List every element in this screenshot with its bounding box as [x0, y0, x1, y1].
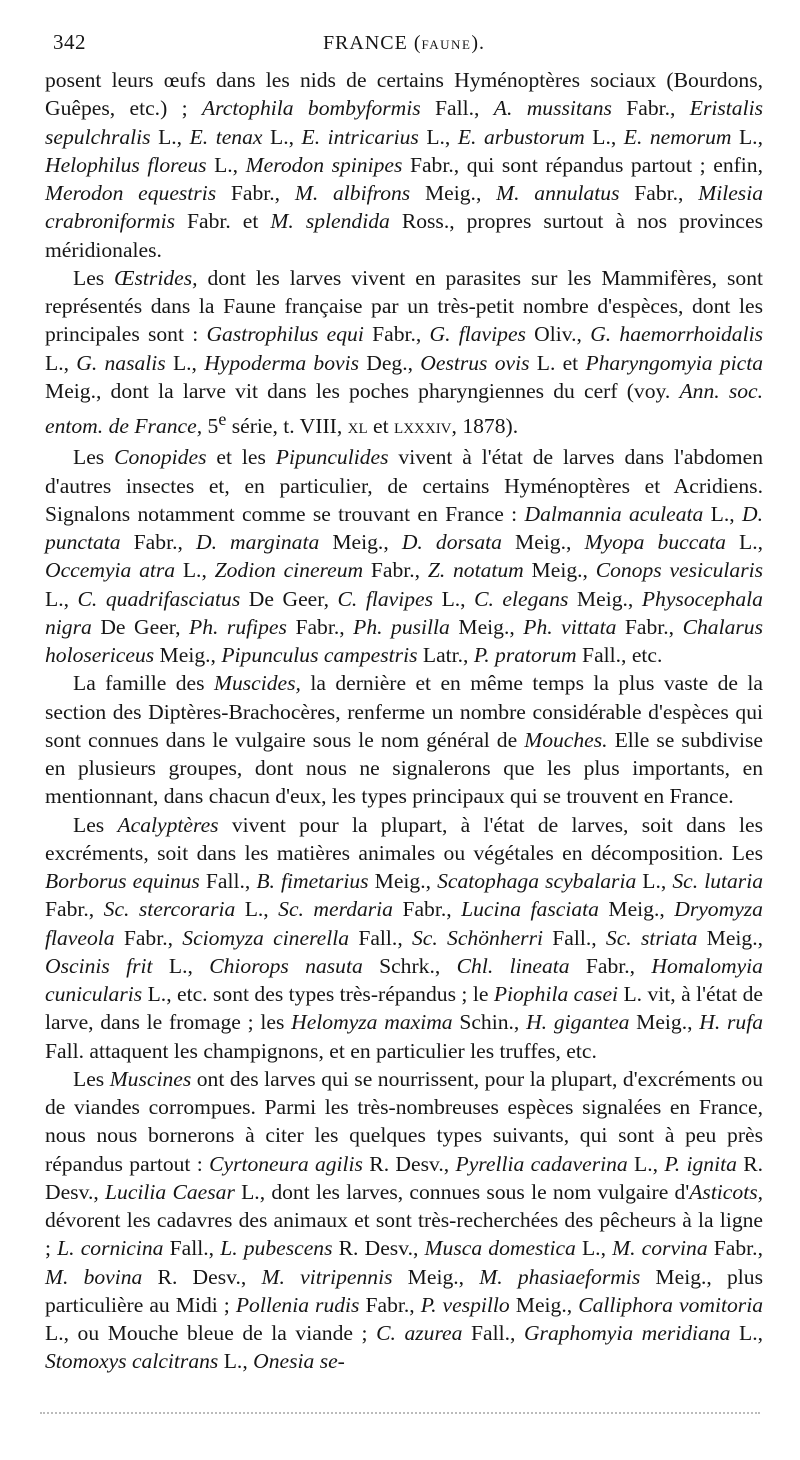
- species-name: Myopa buccata: [584, 530, 726, 555]
- species-name: Pipunculus campestris: [221, 643, 418, 668]
- species-name: Ann. soc. entom. de France,: [45, 378, 763, 439]
- text-run: série, t. VIII,: [226, 414, 348, 439]
- text-run: L., etc. sont des types très-répandus ; le: [142, 982, 494, 1007]
- text-run: Meig.,: [523, 558, 596, 583]
- text-run: , 1878).: [451, 414, 519, 439]
- text-run: Fabr.,: [611, 96, 690, 121]
- species-name: Pollenia rudis: [235, 1292, 360, 1317]
- text-run: Fall.,: [163, 1236, 221, 1261]
- species-name: Z. notatum: [427, 558, 524, 583]
- species-name: D. marginata: [195, 530, 320, 555]
- text-run: Fabr.,: [363, 558, 428, 583]
- text-run: L.,: [218, 1349, 254, 1374]
- species-name: G. flavipes: [429, 322, 526, 347]
- species-name: Pyrellia cadaverina: [455, 1151, 628, 1176]
- species-name: G. nasalis: [76, 350, 166, 375]
- text-run: Les: [73, 445, 115, 470]
- body-text: [45, 66, 763, 1376]
- text-run: L.,: [636, 869, 673, 894]
- species-name: Occemyia atra: [45, 558, 176, 583]
- text-run: posent leurs œufs dans les nids de certains Hyménoptères sociaux (Bourdons, Guêpes, etc.) ;: [45, 68, 763, 121]
- text-run: L.,: [150, 124, 190, 149]
- text-run: Fall.,: [420, 96, 494, 121]
- page-number: 342: [53, 30, 86, 54]
- text-run: L.,: [627, 1151, 665, 1176]
- text-run: Meig., dont la larve vit dans les poches pharyngiennes du cerf (voy.: [45, 378, 680, 403]
- text-run: Fall.,: [349, 925, 412, 950]
- text-run: Fabr. et: [174, 209, 271, 234]
- text-run: Fabr.,: [392, 897, 462, 922]
- species-name: A. mussitans: [493, 96, 612, 121]
- species-name: Scatophaga scybalaria: [437, 869, 637, 894]
- species-name: Cyrtoneura agilis: [209, 1151, 363, 1176]
- text-run: Fabr.,: [286, 614, 354, 639]
- text-run: L. vit, à l'état de larve, dans le fromage ; les: [45, 982, 763, 1035]
- species-name: Zodion cinereum: [214, 558, 364, 583]
- text-run: Fall.,: [199, 869, 257, 894]
- species-name: Merodon equestris: [45, 181, 217, 205]
- text-run: Fabr.,: [569, 953, 652, 978]
- species-name: Asticots,: [689, 1179, 763, 1204]
- species-name: H. rufa: [699, 1010, 763, 1035]
- species-name: Chl. lineata: [456, 953, 570, 978]
- species-name: Hypoderma bovis: [204, 350, 359, 375]
- running-header: [45, 30, 763, 66]
- text-run: dont les larves vivent en parasites sur les Mammifères, sont représentés dans la Faune française par un très-petit nombre d'espèces, dont les principales sont :: [45, 265, 763, 347]
- paragraph-4: [45, 669, 763, 810]
- text-run: Deg.,: [358, 350, 421, 375]
- text-run: Fall., etc.: [576, 643, 663, 668]
- species-name: Pipunculides: [275, 445, 389, 470]
- text-run: et les: [206, 445, 276, 470]
- species-name: Chiorops nasuta: [209, 953, 363, 978]
- species-name: Helophilus floreus: [45, 152, 207, 177]
- paragraph-3: [45, 443, 763, 669]
- text-run: L.,: [725, 530, 764, 555]
- paragraph-2: [45, 264, 763, 444]
- species-name: P. ignita: [664, 1151, 737, 1176]
- text-run: Meig.,: [629, 1010, 700, 1035]
- text-run: L. et: [529, 350, 586, 375]
- species-name: Eristalis sepulchralis: [45, 96, 763, 149]
- species-name: Mouches.: [524, 727, 608, 752]
- species-name: C. flavipes: [337, 586, 434, 611]
- species-name: Borborus equinus: [45, 869, 200, 894]
- species-name: Dalmannia aculeata: [524, 501, 704, 526]
- text-run: Fabr.,: [45, 897, 104, 922]
- text-run: ont des larves qui se nourrissent, pour la plupart, d'excréments ou de viandes corrompues. Parmi les très-nombreuses espèces signalées en France, nous nous bornerons à citer les quelques types suivants, qui sont à peu près répandus partout :: [45, 1066, 763, 1176]
- text-run: Meig.,: [368, 869, 438, 894]
- text-run: La famille des: [73, 671, 214, 696]
- species-name: C. elegans: [474, 586, 569, 611]
- running-title-sub: FAUNE: [421, 37, 472, 52]
- species-name: Lucilia Caesar: [105, 1179, 235, 1204]
- species-name: Sc. stercoraria: [103, 897, 236, 922]
- species-name: M. vitripennis: [261, 1264, 393, 1289]
- species-name: M. phasiaeformis: [479, 1264, 641, 1289]
- species-name: E. nemorum: [623, 124, 732, 149]
- paragraph-5: [45, 811, 763, 1065]
- text-run: Fabr.,: [359, 1292, 421, 1317]
- species-name: C. azurea: [376, 1321, 463, 1346]
- text-run: Meig.,: [410, 181, 497, 205]
- text-run: Les: [73, 265, 115, 290]
- species-name: P. vespillo: [420, 1292, 510, 1317]
- text-run: dévorent les cadavres des animaux et sont très-recherchées des pêcheurs à la ligne ;: [45, 1208, 763, 1261]
- species-name: Gastrophilus equi: [206, 322, 364, 347]
- text-run: R. Desv.,: [362, 1151, 456, 1176]
- text-run: Fall.,: [543, 925, 606, 950]
- species-name: Ph. vittata: [523, 614, 617, 639]
- text-run: L.,: [165, 350, 205, 375]
- text-run: Meig.,: [501, 530, 585, 555]
- text-run: Schin.,: [452, 1010, 527, 1035]
- text-run: R. Desv.,: [45, 1151, 764, 1204]
- text-run: la dernière et en même temps la plus vaste de la section des Diptères-Brachocères, renferme un nombre considérable d'espèces qui sont connues dans le vulgaire sous le nom général de: [45, 671, 763, 752]
- running-title: FRANCE (FAUNE).: [322, 32, 486, 54]
- species-name: Œstrides,: [114, 265, 198, 290]
- text-run: L.,: [703, 501, 742, 526]
- species-name: Sc. striata: [605, 925, 698, 950]
- text-run: Fabr.,: [707, 1236, 763, 1261]
- text-run: L.,: [262, 124, 302, 149]
- text-run: Latr.,: [417, 643, 474, 668]
- species-name: E. intricarius: [301, 124, 419, 149]
- species-name: G. haemorrhoidalis: [590, 322, 764, 347]
- text-run: R. Desv.,: [142, 1264, 262, 1289]
- species-name: Lucina fasciata: [461, 897, 599, 922]
- text-run: Fabr.,: [216, 181, 295, 205]
- text-run: Meig.,: [319, 530, 402, 555]
- species-name: Sc. merdaria: [278, 897, 393, 922]
- text-run: Fall.,: [462, 1321, 524, 1346]
- species-name: Dryomyza flaveola: [45, 897, 763, 950]
- text-run: L.,: [730, 1321, 763, 1346]
- text-run: L.,: [418, 124, 458, 149]
- text-run: L., ou Mouche bleue de la viande ;: [45, 1321, 377, 1346]
- species-name: M. corvina: [612, 1236, 708, 1261]
- text-run: Fabr.,: [619, 181, 699, 205]
- species-name: Merodon spinipes: [245, 152, 403, 177]
- species-name: Oestrus ovis: [420, 350, 530, 375]
- superscript: e: [218, 409, 227, 429]
- species-name: Sciomyza cinerella: [182, 925, 350, 950]
- species-name: Ph. pusilla: [353, 614, 450, 639]
- running-title-main: FRANCE: [322, 32, 408, 54]
- species-name: Graphomyia meridiana: [523, 1321, 731, 1346]
- text-run: Fabr.,: [120, 530, 196, 555]
- text-run: vivent à l'état de larves dans l'abdomen d'autres insectes et, en particulier, de certains Hyménoptères et Acridiens. Signalons notamment comme se trouvant en France :: [45, 445, 763, 526]
- paragraph-1: [45, 66, 763, 264]
- species-name: Sc. Schönherri: [411, 925, 543, 950]
- species-name: L. pubescens: [220, 1236, 333, 1261]
- species-name: Oscinis frit: [45, 953, 153, 978]
- text-run: Meig.,: [154, 643, 222, 668]
- text-run: Meig.,: [568, 586, 642, 611]
- text-run: R. Desv.,: [332, 1236, 425, 1261]
- species-name: B. fimetarius: [256, 869, 369, 894]
- text-run: L., dont les larves, connues sous le nom vulgaire d': [234, 1179, 690, 1204]
- species-name: P. pratorum: [473, 643, 577, 668]
- text-run: L.,: [206, 152, 246, 177]
- text-run: Meig., plus particulière au Midi ;: [45, 1264, 764, 1317]
- text-run: L.,: [575, 1236, 613, 1261]
- text-run: Les: [73, 812, 118, 837]
- species-name: M. bovina: [45, 1264, 143, 1289]
- text-run: Fabr.,: [616, 614, 683, 639]
- species-name: Physocephala nigra: [45, 586, 763, 639]
- species-name: Onesia se-: [253, 1349, 345, 1374]
- species-name: Milesia crabroniformis: [45, 181, 763, 234]
- text-run: Meig.,: [509, 1292, 579, 1317]
- species-name: Sc. lutaria: [672, 869, 763, 894]
- species-name: Homalomyia cunicularis: [45, 953, 763, 1007]
- text-run: Schrk.,: [362, 953, 457, 978]
- roman-numeral: LXXXIV: [394, 421, 452, 438]
- species-name: Stomoxys calcitrans: [45, 1349, 219, 1374]
- footer-dotted-rule: [40, 1412, 760, 1414]
- page: [45, 30, 763, 1376]
- text-run: L.,: [152, 953, 210, 978]
- paragraph-6: [45, 1065, 763, 1376]
- species-name: Ph. rufipes: [189, 614, 287, 639]
- species-name: Acalyptères: [117, 812, 219, 837]
- species-name: Piophila casei: [493, 982, 619, 1007]
- text-run: Fabr.,: [114, 925, 183, 950]
- species-name: Conops vesicularis: [595, 558, 763, 583]
- text-run: Oliv.,: [525, 322, 591, 347]
- species-name: Calliphora vomitoria: [578, 1292, 763, 1317]
- species-name: Musca domestica: [424, 1236, 576, 1261]
- text-run: Fabr.,: [363, 322, 430, 347]
- text-run: L.,: [175, 558, 215, 583]
- species-name: Muscides,: [213, 671, 301, 696]
- text-run: Les: [73, 1066, 110, 1091]
- species-name: E. arbustorum: [457, 124, 585, 149]
- species-name: C. quadrifasciatus: [77, 586, 241, 611]
- roman-numeral: XL: [347, 421, 368, 438]
- species-name: D. dorsata: [401, 530, 502, 555]
- text-run: Fall. attaquent les champignons, et en particulier les truffes, etc.: [45, 1038, 597, 1063]
- text-run: L.,: [235, 897, 279, 922]
- species-name: Arctophila bombyformis: [201, 96, 421, 121]
- species-name: M. albifrons: [294, 181, 411, 205]
- text-run: L.,: [584, 124, 624, 149]
- text-run: De Geer,: [240, 586, 338, 611]
- text-run: L.,: [45, 350, 77, 375]
- text-run: L.,: [731, 124, 763, 149]
- text-run: vivent pour la plupart, à l'état de larves, soit dans les excréments, soit dans les matières animales ou végétales en décomposition. Les: [45, 812, 763, 865]
- species-name: Conopides: [114, 445, 207, 470]
- text-run: L.,: [45, 586, 78, 611]
- text-run: L.,: [433, 586, 475, 611]
- text-run: 5: [202, 414, 219, 439]
- text-run: Meig.,: [392, 1264, 480, 1289]
- species-name: E. tenax: [189, 124, 263, 149]
- text-run: Fabr., qui sont répandus partout ; enfin,: [402, 152, 763, 177]
- text-run: De Geer,: [91, 614, 190, 639]
- species-name: Chalarus holosericeus: [45, 614, 764, 668]
- species-name: M. splendida: [270, 209, 390, 234]
- species-name: Pharyngomyia picta: [585, 350, 764, 375]
- species-name: M. annulatus: [496, 181, 620, 205]
- text-run: Ross., propres surtout à nos provinces méridionales.: [45, 209, 763, 262]
- text-run: Meig.,: [697, 925, 764, 950]
- text-run: et: [367, 414, 395, 439]
- species-name: Muscines: [109, 1066, 192, 1091]
- species-name: L. cornicina: [57, 1236, 164, 1261]
- species-name: Helomyza maxima: [291, 1010, 453, 1035]
- text-run: Meig.,: [449, 614, 524, 639]
- text-run: Meig.,: [598, 897, 675, 922]
- species-name: H. gigantea: [526, 1010, 630, 1035]
- species-name: D. punctata: [45, 501, 763, 555]
- text-run: Elle se subdivise en plusieurs groupes, dont nous ne signalerons que les plus importants, en mentionnant, dans chacun d'eux, les types principaux qui se trouvent en France.: [45, 727, 763, 809]
